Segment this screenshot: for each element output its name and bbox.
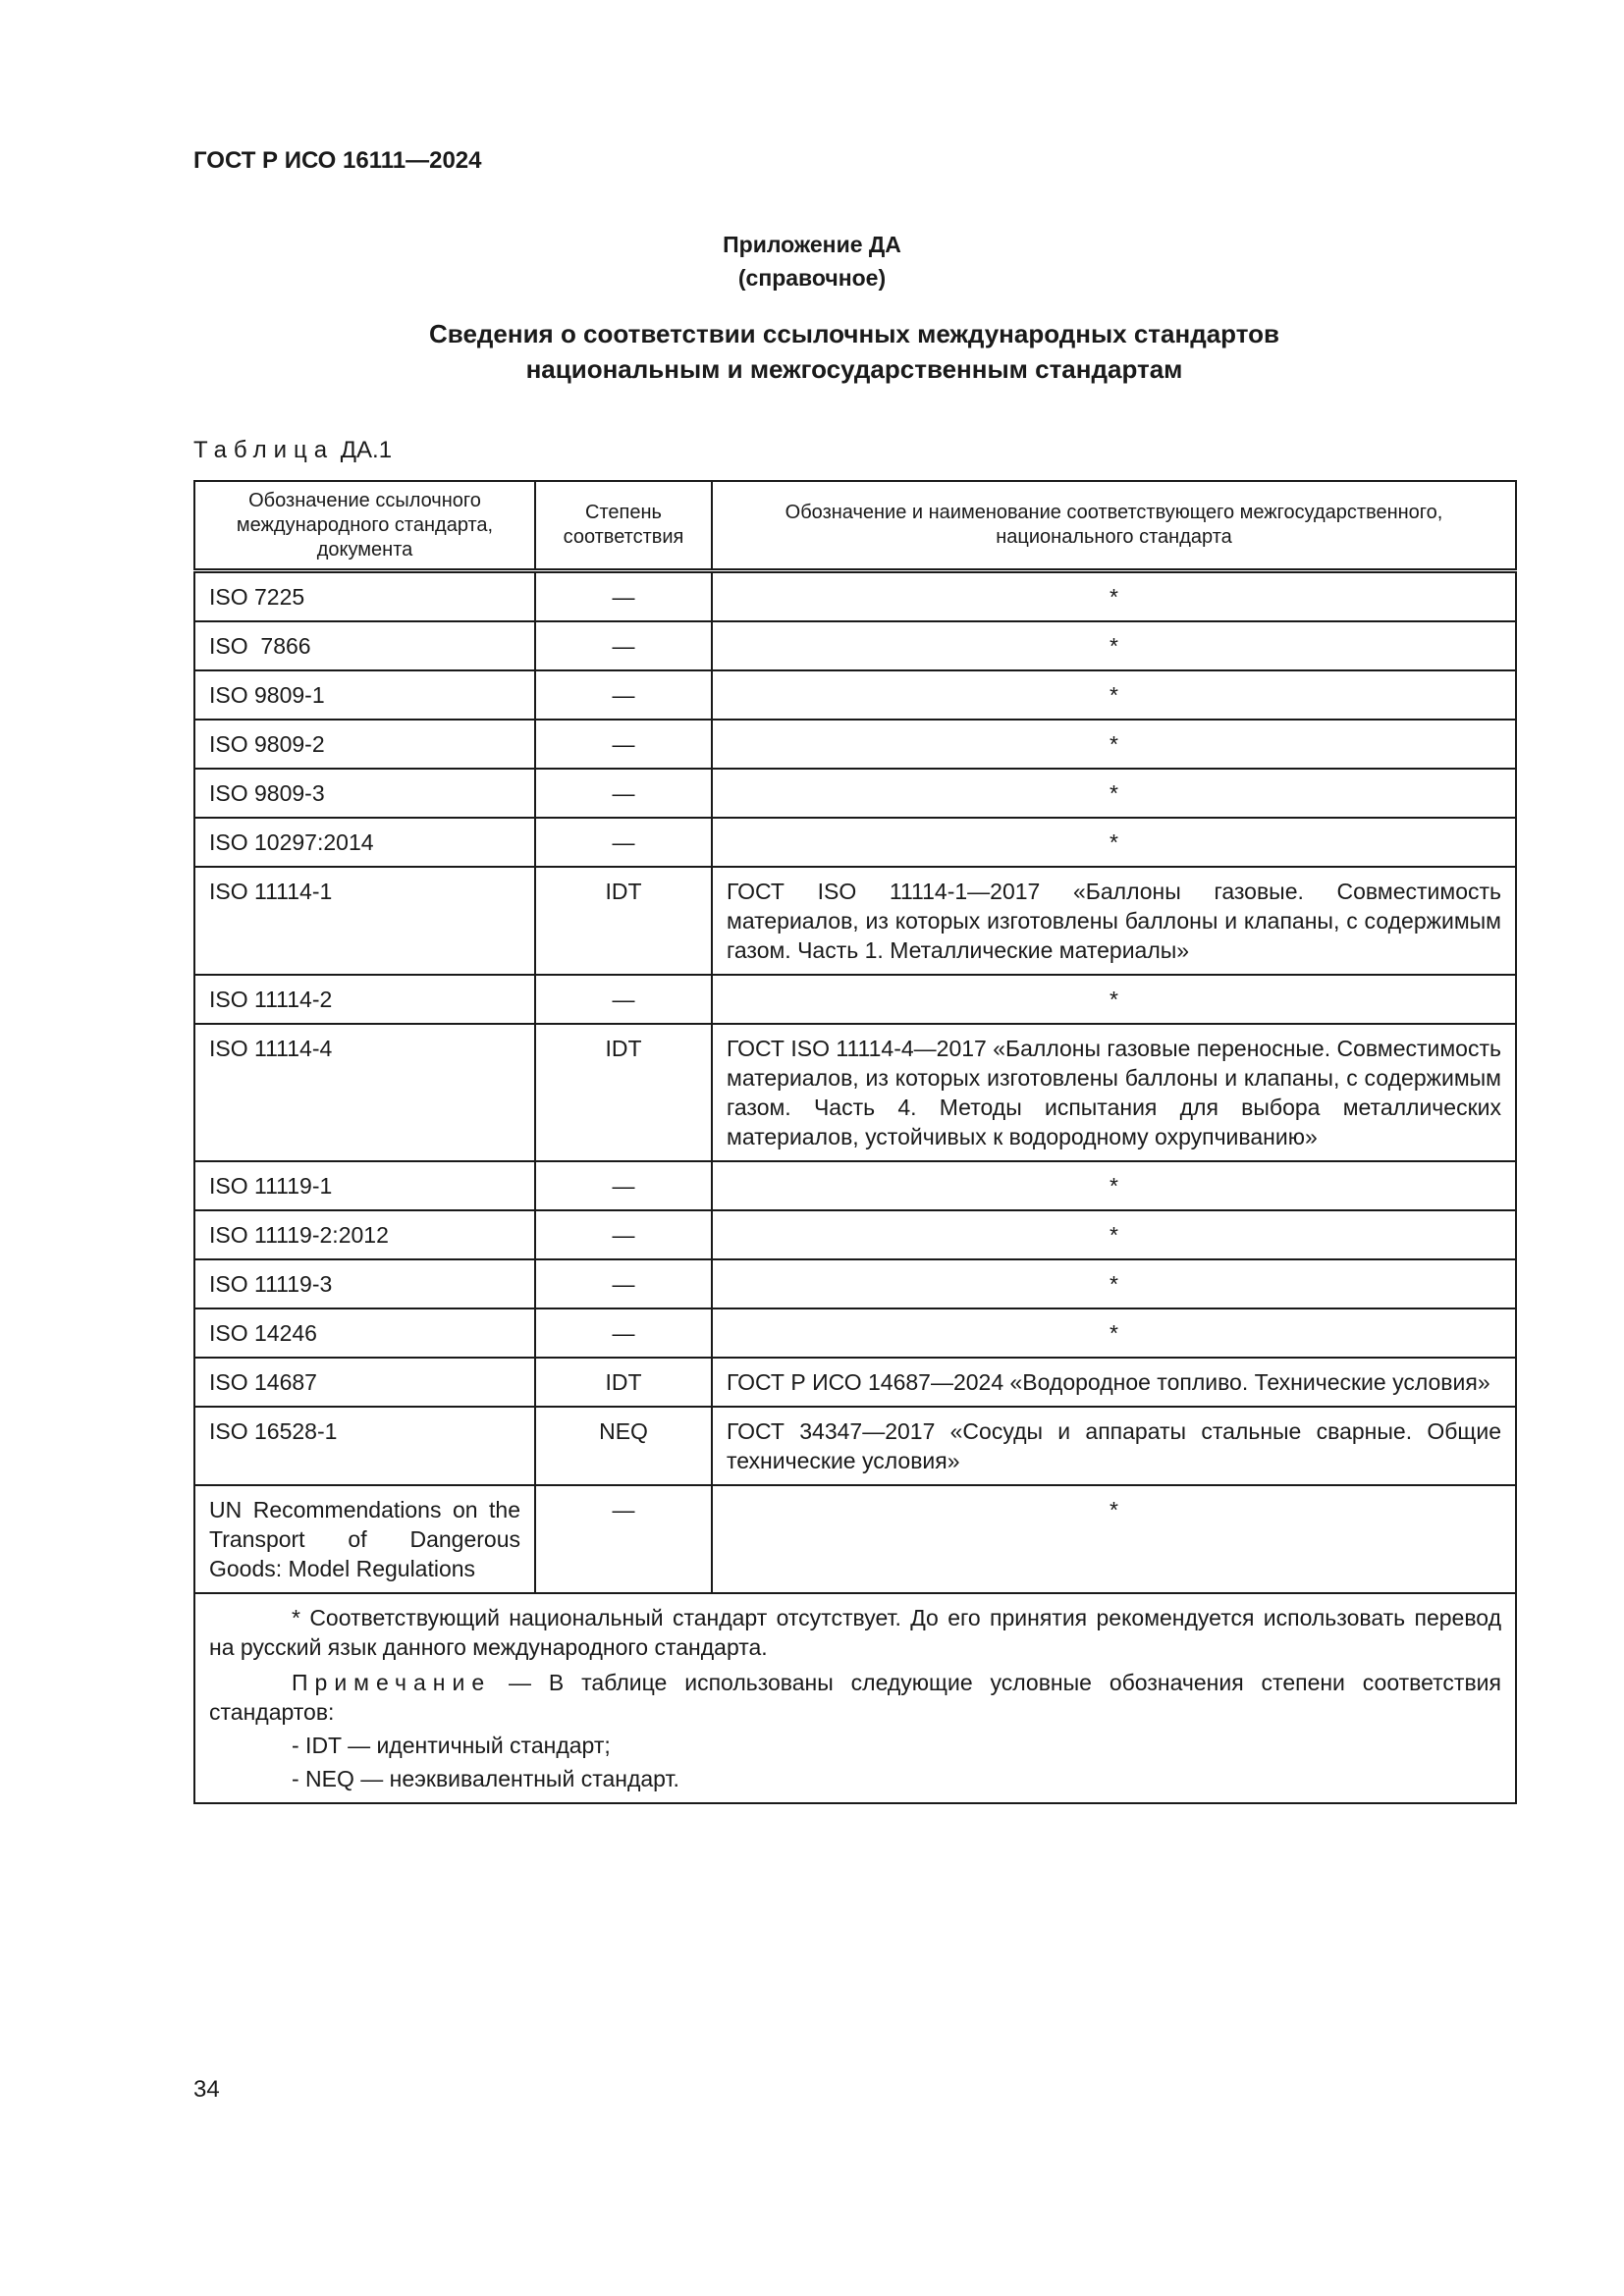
table-row <box>194 621 1516 670</box>
cell-national-standard: * <box>712 975 1516 1024</box>
cell-reference: ISO 10297:2014 <box>194 818 535 867</box>
title-line-2: национальным и межгосударственным стандартам <box>525 354 1183 384</box>
table-row <box>194 670 1516 720</box>
cell-reference: ISO 11119-1 <box>194 1161 535 1210</box>
table-footer <box>194 1593 1516 1803</box>
table-row <box>194 1358 1516 1407</box>
table-caption <box>193 437 392 464</box>
cell-reference: ISO 7866 <box>194 621 535 670</box>
header-national-standard: Обозначение и наименование соответствующего межгосударственного, национального стандарта <box>712 481 1516 571</box>
table-header-row <box>194 481 1516 571</box>
cell-national-standard: * <box>712 1308 1516 1358</box>
cell-reference: ISO 16528-1 <box>194 1407 535 1485</box>
cell-degree: — <box>535 769 712 818</box>
cell-reference: ISO 11114-2 <box>194 975 535 1024</box>
cell-national-standard: ГОСТ ISO 11114-1—2017 «Баллоны газовые. Совместимость материалов, из которых изготовлены баллоны и клапаны, с содержимым газом. Часть 1. Металлические материалы» <box>712 867 1516 975</box>
cell-degree: — <box>535 621 712 670</box>
header-international-standard: Обозначение ссылочного международного стандарта, документа <box>194 481 535 571</box>
cell-national-standard: ГОСТ ISO 11114-4—2017 «Баллоны газовые переносные. Совместимость материалов, из которых изготовлены баллоны и клапаны, с содержимым газом. Часть 4. Методы испытания для выбора металлических материалов, устойчивых к водородному охрупчиванию» <box>712 1024 1516 1161</box>
cell-degree: — <box>535 1485 712 1593</box>
cell-national-standard: * <box>712 670 1516 720</box>
appendix-heading <box>0 228 1624 294</box>
table-row <box>194 867 1516 975</box>
cell-reference: ISO 9809-3 <box>194 769 535 818</box>
cell-degree: — <box>535 670 712 720</box>
note <box>209 1668 1501 1727</box>
title-line-1: Сведения о соответствии ссылочных международных стандартов <box>429 319 1279 348</box>
table-row <box>194 720 1516 769</box>
cell-reference: ISO 9809-2 <box>194 720 535 769</box>
table-row <box>194 1407 1516 1485</box>
table-row <box>194 1259 1516 1308</box>
appendix-title: Приложение ДА <box>723 232 901 257</box>
table-row <box>194 1024 1516 1161</box>
cell-degree: — <box>535 1161 712 1210</box>
cell-national-standard: * <box>712 769 1516 818</box>
cell-degree: — <box>535 1210 712 1259</box>
table-caption-number: ДА.1 <box>334 437 393 463</box>
cell-degree: — <box>535 720 712 769</box>
header-degree-of-correspondence: Степень соответствия <box>535 481 712 571</box>
table-row <box>194 1308 1516 1358</box>
cell-national-standard: * <box>712 720 1516 769</box>
cell-reference: UN Recommendations on the Transport of Dangerous Goods: Model Regulations <box>194 1485 535 1593</box>
document-designation: ГОСТ Р ИСО 16111—2024 <box>193 147 482 174</box>
cell-degree: IDT <box>535 1358 712 1407</box>
cell-reference: ISO 11114-1 <box>194 867 535 975</box>
cell-national-standard: * <box>712 1161 1516 1210</box>
table-row <box>194 818 1516 867</box>
table-caption-label: Таблица <box>193 437 335 463</box>
cell-degree: — <box>535 571 712 622</box>
table-row <box>194 975 1516 1024</box>
cell-degree: — <box>535 818 712 867</box>
appendix-title-block <box>0 316 1624 387</box>
cell-national-standard: * <box>712 818 1516 867</box>
note-text: — В таблице использованы следующие условные обозначения степени соответствия стандартов: <box>209 1670 1501 1725</box>
appendix-type: (справочное) <box>737 265 887 291</box>
cell-national-standard: * <box>712 1210 1516 1259</box>
cell-national-standard: * <box>712 1259 1516 1308</box>
cell-degree: — <box>535 975 712 1024</box>
cell-national-standard: ГОСТ 34347—2017 «Сосуды и аппараты стальные сварные. Общие технические условия» <box>712 1407 1516 1485</box>
legend-item-neq: - NEQ — неэквивалентный стандарт. <box>292 1766 679 1791</box>
cell-degree: NEQ <box>535 1407 712 1485</box>
cell-national-standard: ГОСТ Р ИСО 14687—2024 «Водородное топливо. Технические условия» <box>712 1358 1516 1407</box>
table-row <box>194 1485 1516 1593</box>
cell-reference: ISO 11119-2:2012 <box>194 1210 535 1259</box>
table-footer-row <box>194 1593 1516 1803</box>
cell-national-standard: * <box>712 621 1516 670</box>
table-row <box>194 1161 1516 1210</box>
cell-reference: ISO 14687 <box>194 1358 535 1407</box>
cell-degree: IDT <box>535 867 712 975</box>
cell-degree: — <box>535 1308 712 1358</box>
cell-reference: ISO 11114-4 <box>194 1024 535 1161</box>
cell-reference: ISO 7225 <box>194 571 535 622</box>
cell-national-standard: * <box>712 1485 1516 1593</box>
cell-reference: ISO 9809-1 <box>194 670 535 720</box>
table-row <box>194 769 1516 818</box>
legend-item-idt: - IDT — идентичный стандарт; <box>292 1733 611 1758</box>
cell-reference: ISO 14246 <box>194 1308 535 1358</box>
cell-national-standard: * <box>712 571 1516 622</box>
correspondence-table <box>193 480 1517 1804</box>
cell-degree: — <box>535 1259 712 1308</box>
table-row <box>194 1210 1516 1259</box>
cell-degree: IDT <box>535 1024 712 1161</box>
table-row <box>194 571 1516 622</box>
footnote: * Соответствующий национальный стандарт отсутствует. До его принятия рекомендуется использовать перевод на русский язык данного международного стандарта. <box>209 1605 1501 1660</box>
cell-reference: ISO 11119-3 <box>194 1259 535 1308</box>
note-label: Примечание <box>292 1670 492 1695</box>
page-number: 34 <box>193 2076 220 2103</box>
